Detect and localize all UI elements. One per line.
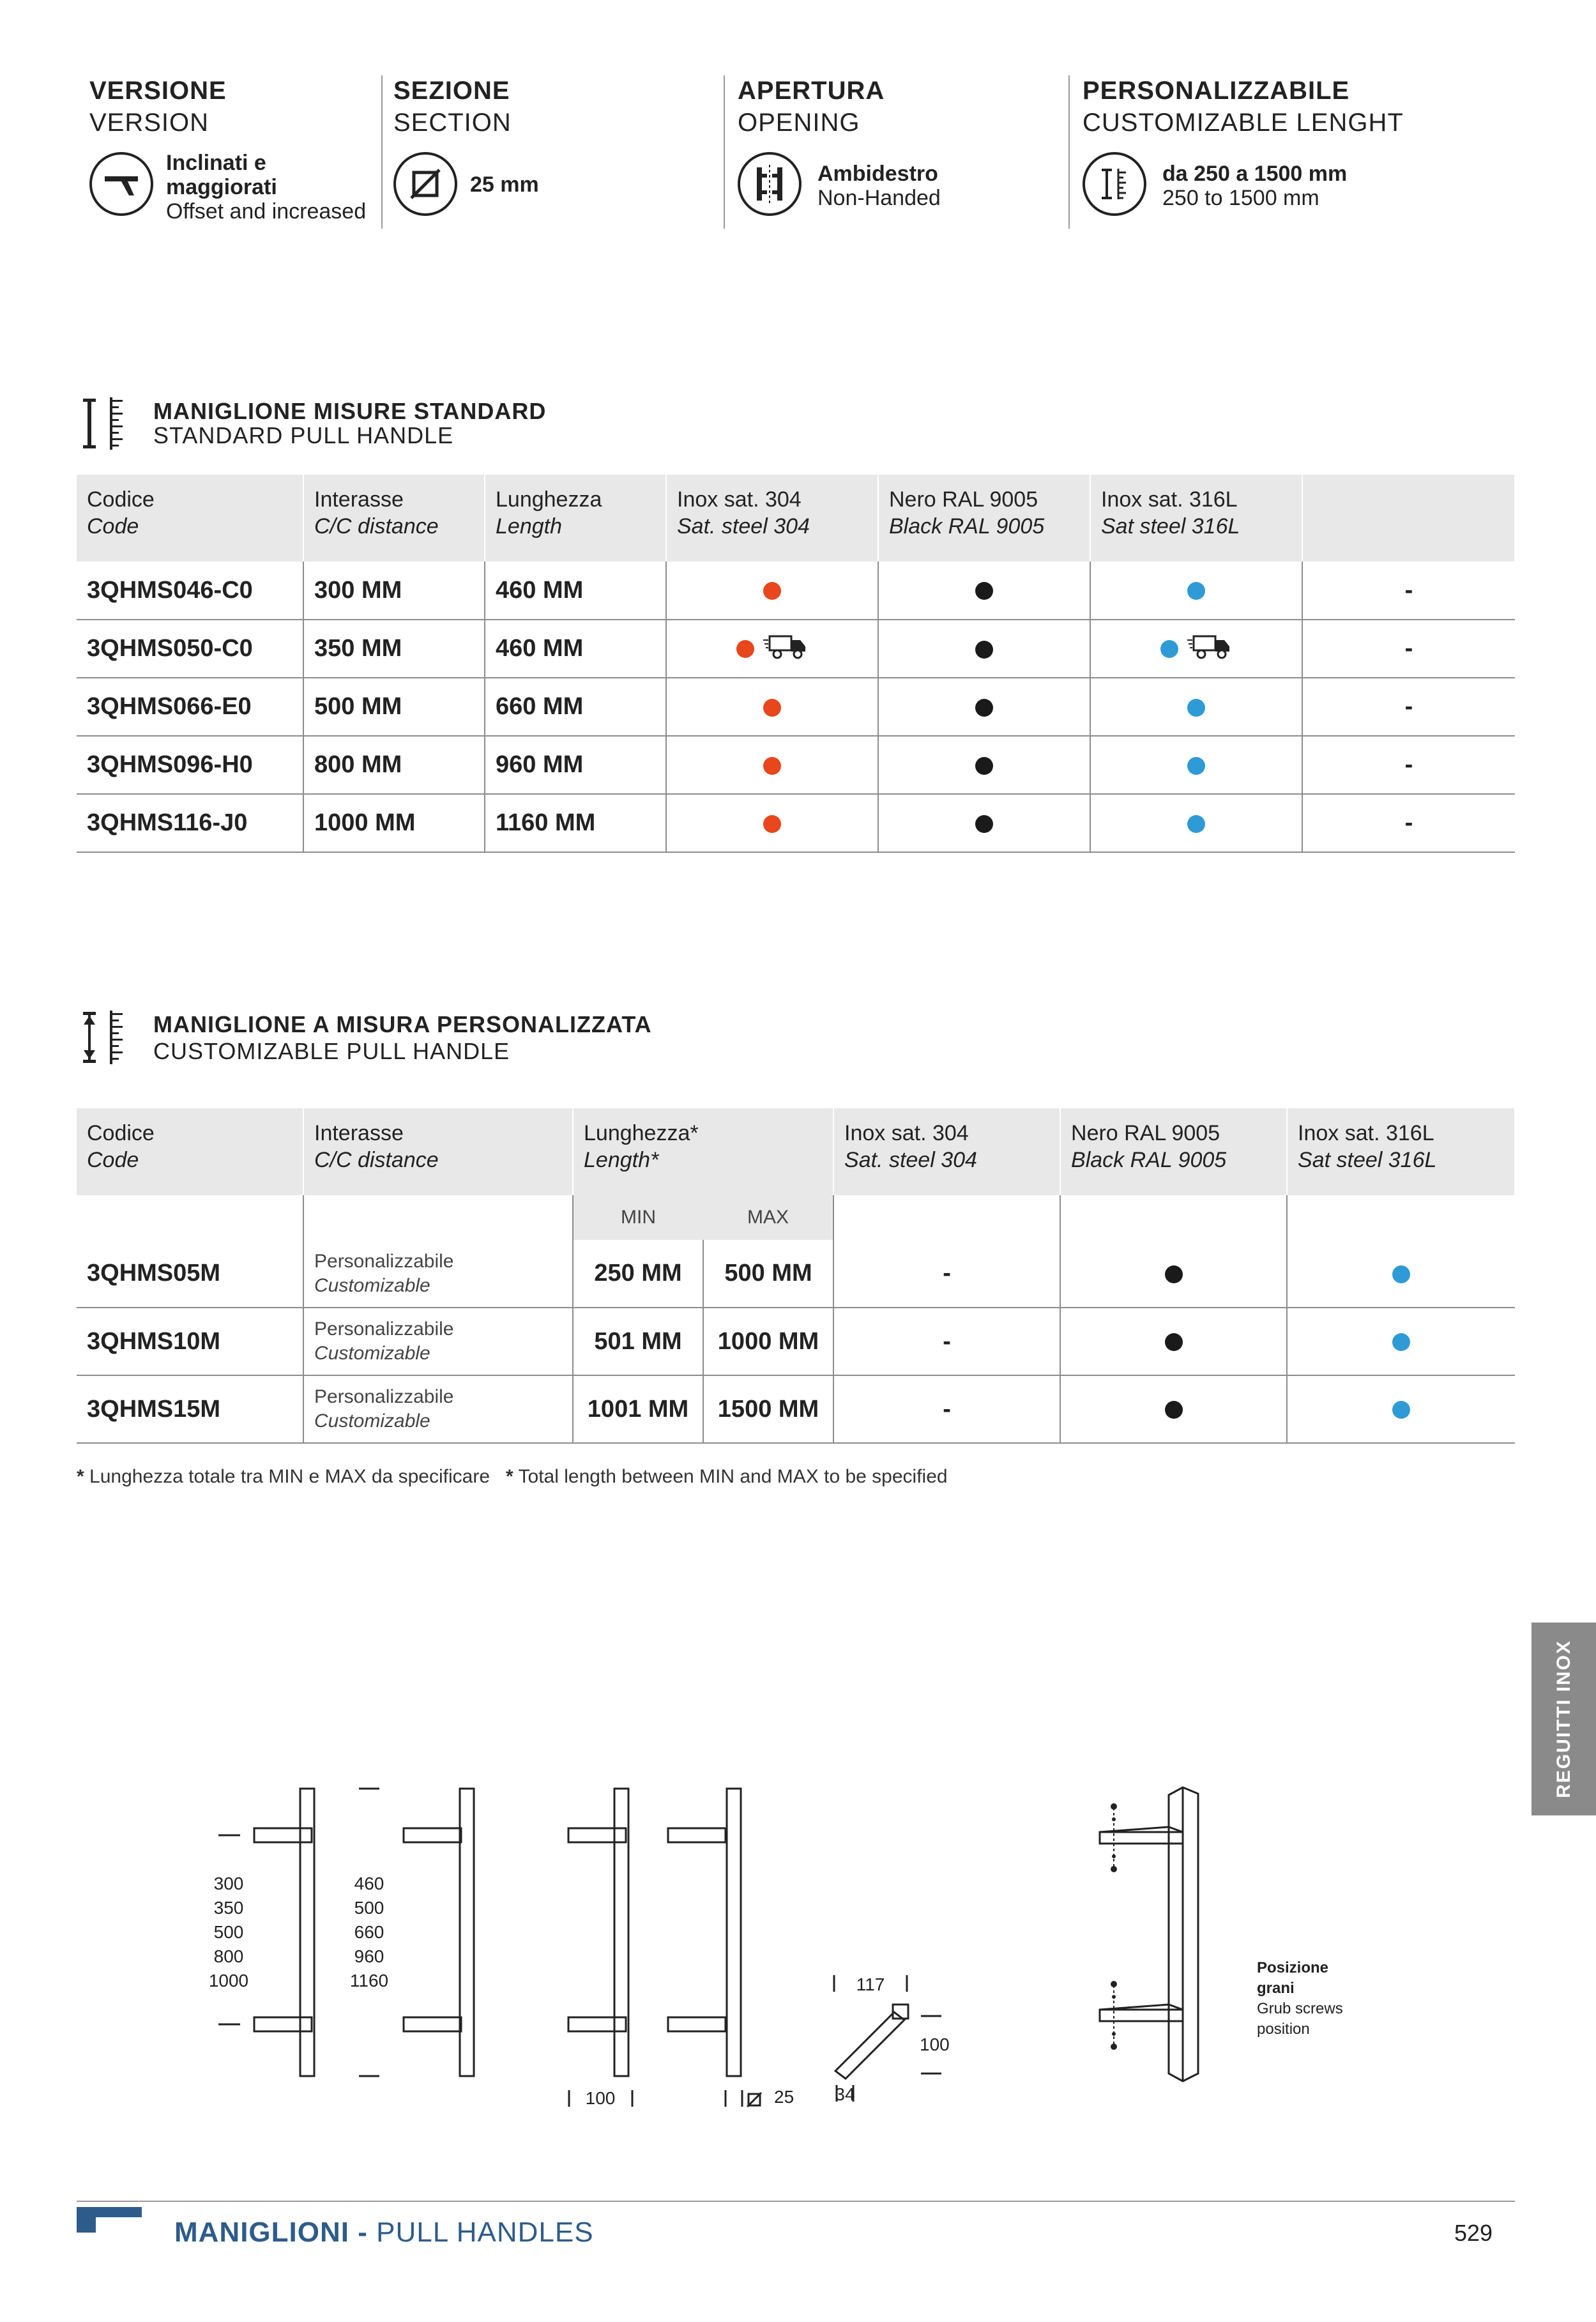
header-inox304: Inox sat. 304 Sat. steel 304 [666,475,878,561]
cell-inox316 [1287,1240,1515,1308]
cell-min: 501 MM [573,1308,703,1375]
dim-section: 25 [774,2087,794,2107]
spec-customizable-value: da 250 a 1500 mm [1162,162,1348,186]
side-tab-label: REGUITTI INOX [1553,1640,1574,1798]
availability-dot [975,757,993,775]
table-row [77,1375,1515,1443]
length-value: 460 [354,1874,384,1893]
technical-drawing [192,1769,1405,2127]
spec-customizable [1083,75,1530,229]
cell-cc: 800 MM [303,736,485,794]
availability-dot [1187,582,1205,600]
grub-label-it: grani [1257,1980,1295,1997]
table-row [77,620,1515,678]
cell-nero [878,678,1090,736]
availability-dot [1165,1401,1183,1419]
custom-table [77,1108,1516,1444]
cell-cc-it: Personalizzabile [314,1386,454,1407]
availability-dot [1187,699,1205,717]
cell-length: 660 MM [485,678,666,736]
cell-extra: - [1302,736,1515,794]
availability-dot [975,641,993,659]
cell-inox316 [1090,794,1302,852]
availability-dot [1160,640,1178,658]
cc-value: 800 [213,1946,244,1966]
cell-code: 3QHMS15M [77,1375,303,1443]
cell-inox316 [1287,1375,1515,1443]
side-tab[interactable] [1531,1623,1596,1815]
cell-inox304 [666,794,878,852]
cell-extra: - [1302,620,1515,678]
spec-opening-subtitle: OPENING [738,109,860,137]
availability-dot [975,582,993,600]
footer-divider [77,2201,1515,2202]
custom-length-icon [77,1011,134,1067]
cell-nero [878,620,1090,678]
cell-inox304: - [833,1375,1060,1443]
table-row [77,678,1515,736]
length-value: 660 [354,1922,384,1942]
cell-cc: 1000 MM [303,794,485,852]
cell-cc: 350 MM [303,620,485,678]
cell-inox304: - [833,1308,1060,1375]
cell-nero [1060,1308,1287,1375]
cell-cc-en: Customizable [314,1410,430,1432]
cell-code: 3QHMS066-E0 [77,678,303,736]
table-header-row [77,475,1515,561]
cell-cc [303,1308,573,1375]
cell-length: 1160 MM [485,794,666,852]
cell-cc: 500 MM [303,678,485,736]
cell-inox304: - [833,1240,1060,1308]
grub-label-it: Posizione [1257,1959,1329,1976]
spec-version-subtitle: VERSION [89,109,209,137]
cell-code: 3QHMS096-H0 [77,736,303,794]
header-length: Lunghezza* Length* [573,1108,833,1195]
square-section-icon [393,152,457,216]
availability-dot [975,815,993,833]
custom-section-title: MANIGLIONE A MISURA PERSONALIZZATA [153,1011,652,1037]
min-max-row [77,1195,1515,1240]
customizable-length-icon [1083,152,1146,216]
table-row [77,736,1515,794]
cell-nero [1060,1240,1287,1308]
footer-title-bold: MANIGLIONI - [174,2217,368,2248]
footnote [77,1466,948,1488]
offset-handle-icon [89,152,153,216]
table-row [77,561,1515,620]
header-empty [1302,475,1515,561]
cell-min: 250 MM [573,1240,703,1308]
dim-leg-depth: 100 [585,2088,616,2108]
cell-code: 3QHMS046-C0 [77,561,303,620]
cell-inox304 [666,620,878,678]
dim-height: 100 [920,2035,950,2054]
cell-code: 3QHMS050-C0 [77,620,303,678]
cell-cc-en: Customizable [314,1274,430,1296]
spec-customizable-value-en: 250 to 1500 mm [1162,186,1319,210]
cell-cc-it: Personalizzabile [314,1318,454,1340]
dim-width: 34 [835,2084,855,2104]
cell-inox316 [1090,736,1302,794]
cell-max: 1000 MM [703,1308,833,1375]
spec-divider [724,75,725,229]
cell-extra: - [1302,678,1515,736]
length-value: 1160 [349,1971,389,1990]
table-row [77,794,1515,852]
grub-label-en: Grub screws [1257,2000,1343,2017]
truck-icon [763,632,808,666]
header-inox316: Inox sat. 316L Sat steel 316L [1090,475,1302,561]
spec-opening [738,75,1057,229]
availability-dot [1187,757,1205,775]
cell-nero [878,794,1090,852]
dim-offset: 117 [856,1974,885,1994]
cell-nero [878,561,1090,620]
header-inox304: Inox sat. 304 Sat. steel 304 [833,1108,1060,1195]
cell-length: 960 MM [485,736,666,794]
non-handed-icon [738,152,802,216]
cell-inox304 [666,561,878,620]
availability-dot [763,699,781,717]
cell-code: 3QHMS05M [77,1240,303,1308]
header-code: Codice Code [77,1108,303,1195]
footnote-en: Total length between MIN and MAX to be specified [518,1466,948,1487]
header-code: Codice Code [77,475,303,561]
spec-version-title: VERSIONE [89,77,227,105]
spec-version-value-en: Offset and increased [166,199,367,224]
handle-leg-top [254,1828,312,1842]
standard-table [77,475,1516,853]
cell-cc [303,1240,573,1308]
header-cc: Interasse C/C distance [303,475,485,561]
cell-length: 460 MM [485,561,666,620]
cell-cc-it: Personalizzabile [314,1250,454,1272]
footnote-mark: * [77,1466,84,1487]
cell-nero [1060,1375,1287,1443]
cell-code: 3QHMS10M [77,1308,303,1375]
cell-inox316 [1090,561,1302,620]
cell-extra: - [1302,561,1515,620]
availability-dot [1392,1401,1410,1419]
standard-section-subtitle: STANDARD PULL HANDLE [153,422,454,448]
spec-section-subtitle: SECTION [393,109,512,137]
header-nero: Nero RAL 9005 Black RAL 9005 [878,475,1090,561]
cell-min: 1001 MM [573,1375,703,1443]
cell-inox316 [1287,1308,1515,1375]
cc-value: 350 [213,1898,244,1918]
header-inox316: Inox sat. 316L Sat steel 316L [1287,1108,1515,1195]
availability-dot [1165,1333,1183,1351]
availability-dot [1392,1333,1410,1351]
cell-max: 1500 MM [703,1375,833,1443]
cell-max: 500 MM [703,1240,833,1308]
spec-section-value: 25 mm [470,172,539,197]
availability-dot [1187,815,1205,833]
cell-code: 3QHMS116-J0 [77,794,303,852]
availability-dot [736,640,754,658]
cc-value: 500 [213,1922,244,1942]
table-header-row [77,1108,1515,1195]
brand-logo [77,2207,142,2236]
availability-dot [763,757,781,775]
handle-leg-bottom [254,2017,312,2031]
spec-version [89,75,370,229]
min-label: MIN [573,1195,703,1240]
header-length: Lunghezza Length [485,475,666,561]
header-nero: Nero RAL 9005 Black RAL 9005 [1060,1108,1287,1195]
standard-section-title: MANIGLIONE MISURE STANDARD [153,398,547,424]
max-label: MAX [703,1195,833,1240]
cell-cc [303,1375,573,1443]
header-cc: Interasse C/C distance [303,1108,573,1195]
truck-icon [1187,632,1232,666]
grub-label-en: position [1257,2020,1310,2038]
cell-inox316 [1090,620,1302,678]
spec-version-value: Inclinati e maggiorati [166,151,277,199]
spec-opening-value-en: Non-Handed [817,186,941,210]
availability-dot [1165,1265,1183,1283]
cell-cc-en: Customizable [314,1343,430,1364]
cell-extra: - [1302,794,1515,852]
cell-inox304 [666,678,878,736]
length-value: 500 [354,1898,384,1918]
cc-value: 300 [213,1874,244,1893]
standard-length-icon [77,397,134,453]
availability-dot [975,699,993,717]
cell-cc: 300 MM [303,561,485,620]
availability-dot [763,815,781,833]
availability-dot [763,582,781,600]
availability-dot [1392,1265,1410,1283]
footnote-mark: * [506,1466,513,1487]
cell-inox316 [1090,678,1302,736]
cc-value: 1000 [208,1971,249,1990]
footer-title [174,2217,594,2249]
spec-section [393,75,713,229]
footnote-it: Lunghezza totale tra MIN e MAX da specificare [89,1466,490,1487]
spec-opening-value: Ambidestro [817,162,938,186]
spec-customizable-title: PERSONALIZZABILE [1083,77,1350,105]
spec-divider [381,75,383,229]
spec-divider [1068,75,1070,229]
length-value: 960 [354,1946,384,1966]
spec-section-title: SEZIONE [393,77,510,105]
cell-length: 460 MM [485,620,666,678]
cell-nero [878,736,1090,794]
table-row [77,1240,1515,1308]
spec-opening-title: APERTURA [738,77,885,105]
spec-customizable-subtitle: CUSTOMIZABLE LENGHT [1083,109,1404,137]
footer-title-normal: PULL HANDLES [376,2217,594,2248]
cell-inox304 [666,736,878,794]
custom-section-subtitle: CUSTOMIZABLE PULL HANDLE [153,1038,510,1064]
page-number: 529 [1454,2220,1493,2246]
table-row [77,1308,1515,1375]
